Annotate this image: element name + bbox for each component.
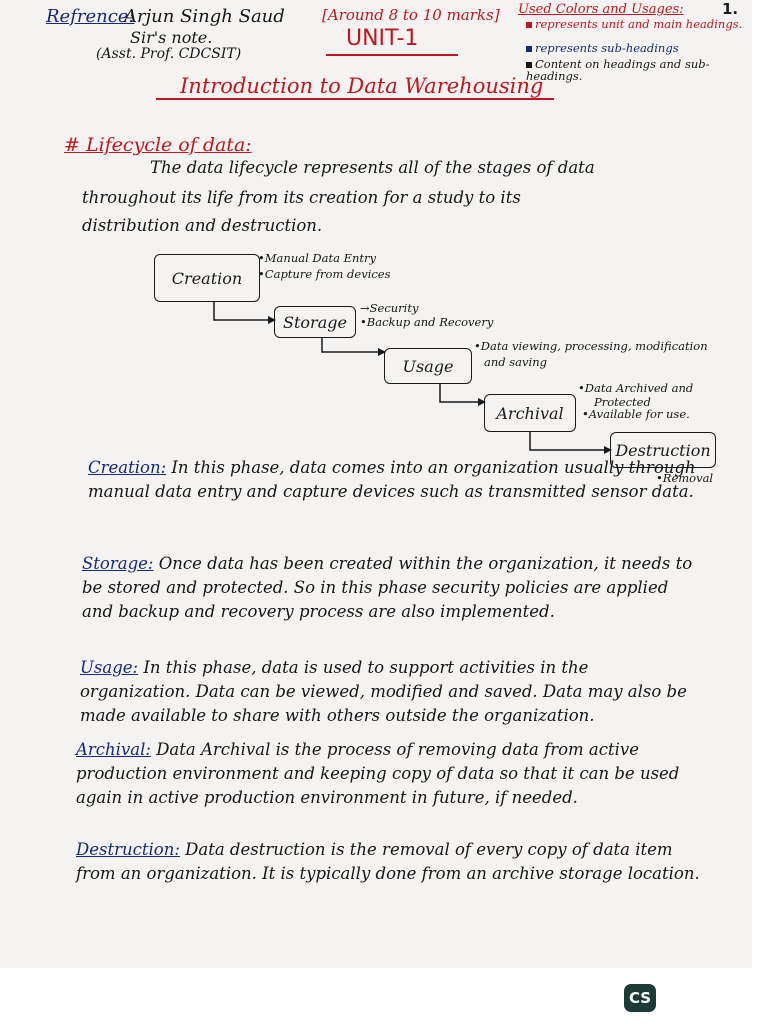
phase-storage: Storage: Once data has been created within the organization, it needs to be stored and protected. So in this phase security policies are applied and backup and recovery process are also implemented. [82, 554, 693, 621]
creation-note-2: •Capture from devices [258, 267, 391, 281]
phase-usage: Usage: In this phase, data is used to support activities in the organization. Data can be viewed, modified and saved. Data may also be made available to share with others outside the organization. [80, 658, 687, 725]
legend-item-blue: represents sub-headings [526, 42, 679, 54]
usage-box: Usage [384, 348, 472, 384]
creation-box: Creation [154, 254, 260, 302]
legend-title: Used Colors and Usages: [518, 2, 684, 17]
camscanner-logo: CS [624, 984, 656, 1012]
connector-archival-destruction [530, 432, 604, 450]
intro-line-1: The data lifecycle represents all of the stages of data [150, 158, 595, 177]
reference-line3: (Asst. Prof. CDCSIT) [96, 46, 242, 62]
archival-note-2: Protected [594, 395, 651, 409]
page-title: Introduction to Data Warehousing [180, 74, 544, 98]
page-number: 1. [722, 0, 739, 18]
legend-item-red: represents unit and main headings. [526, 18, 742, 30]
destruction-box: Destruction [610, 432, 716, 468]
archival-note-3: •Available for use. [582, 407, 690, 421]
section-heading: # Lifecycle of data: [64, 134, 252, 156]
storage-note-2: •Backup and Recovery [360, 315, 494, 329]
reference-line2: Sir's note. [130, 28, 213, 47]
reference-label: Refrence: [46, 6, 135, 27]
archival-box: Archival [484, 394, 576, 432]
lifecycle-connectors [0, 0, 752, 500]
phase-destruction: Destruction: Data destruction is the removal of every copy of data item from an organization. It is typically done from an archive storage location. [76, 840, 700, 883]
usage-note-2: and saving [484, 355, 547, 369]
storage-note-1: →Security [360, 301, 419, 315]
creation-note-1: •Manual Data Entry [258, 251, 377, 265]
connector-usage-archival [440, 384, 478, 402]
destruction-note: •Removal [656, 471, 714, 485]
connector-storage-usage [322, 338, 378, 352]
archival-note-1: •Data Archived and [578, 381, 694, 395]
phase-creation: Creation: In this phase, data comes into an organization usually through manual data entry and capture devices such as transmitted sensor data. [88, 458, 696, 501]
connector-creation-storage [214, 302, 268, 320]
intro-line-3: distribution and destruction. [82, 216, 323, 235]
intro-line-2: throughout its life from its creation for a study to its [82, 188, 521, 207]
phase-archival: Archival: Data Archival is the process of removing data from active production environment and keeping copy of data so that it can be used again in active production environment in future, if needed. [76, 740, 680, 807]
unit-title: UNIT-1 [346, 26, 419, 51]
usage-note-1: •Data viewing, processing, modification [474, 339, 708, 353]
marks-note: [Around 8 to 10 marks] [322, 6, 500, 24]
storage-box: Storage [274, 306, 356, 338]
reference-name: Arjun Singh Saud [124, 6, 285, 27]
legend-item-black: Content on headings and sub-headings. [526, 57, 710, 83]
